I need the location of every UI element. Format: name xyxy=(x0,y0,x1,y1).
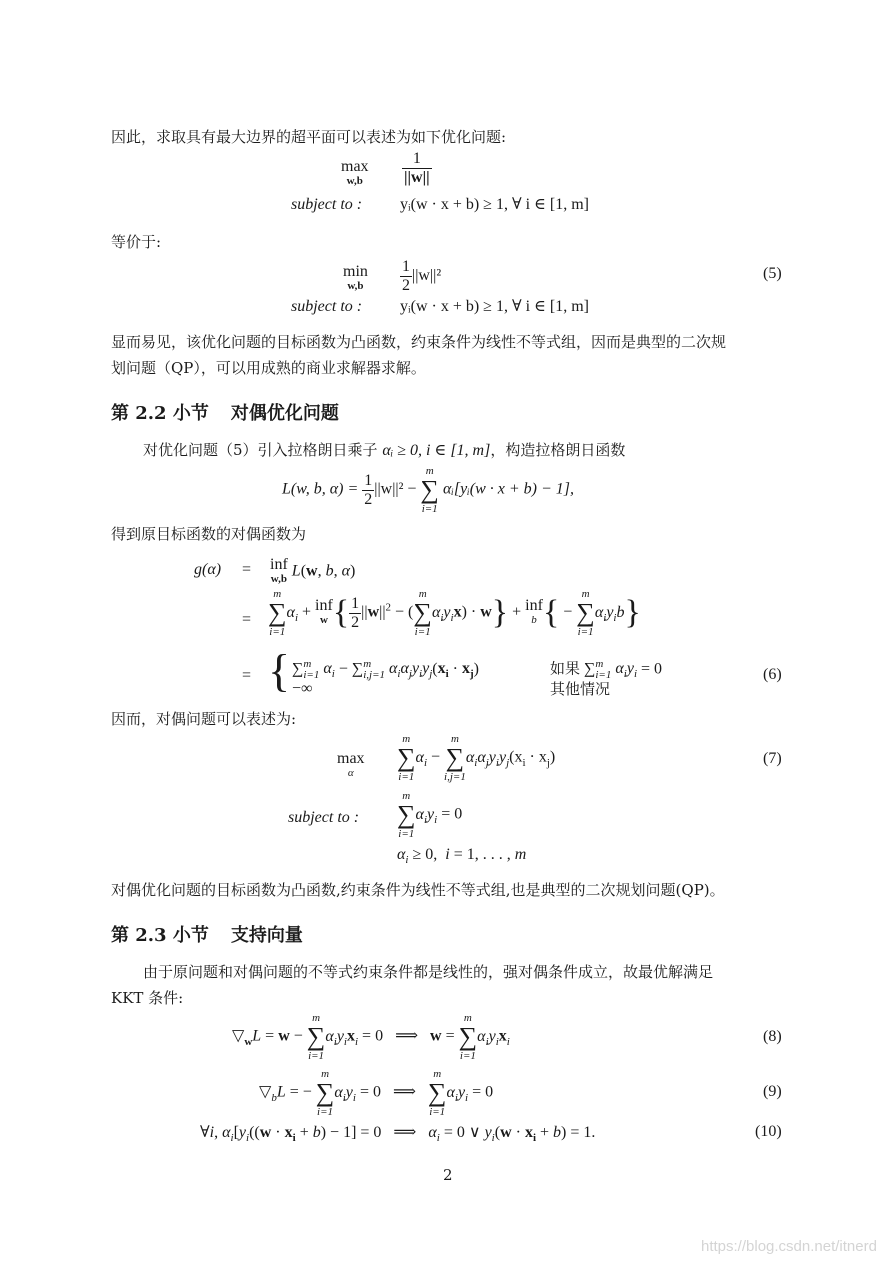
g-alpha: g(α) xyxy=(194,561,222,578)
eq6-line-1: inf w,b L(w, b, α) xyxy=(270,556,356,585)
equals: = xyxy=(242,611,252,628)
kkt-intro-line-2: KKT 条件: xyxy=(111,989,184,1007)
equals: = xyxy=(242,561,252,578)
conclusion-line-2: 划问题（QP），可以用成熟的商业求解器求解。 xyxy=(111,359,426,377)
equation-8: $▽_wL = w$ − m ∑ i=1 $\alpha_iy_ix_i = 0$ ⟹ w = m ∑ i=1 $\alpha_iy_ix_i$ xyxy=(232,1012,510,1062)
max-operator: max w,b xyxy=(341,158,369,187)
eq7-constraint-1: m ∑ i=1 $\alpha_iy_i = 0$ xyxy=(397,790,463,840)
case-1-expression: ∑$^m_{i=1}$ $\alpha_i - \sum^m_{i,j=1}$ $\alpha_i\alpha_jy_iy_j(x_i \cdot x_j)$ xyxy=(292,658,479,681)
equation-number-7: (7) xyxy=(763,750,782,767)
lagrangian-equation: L(w, b, α) = $\frac{1}{2}$ ||w||² − m ∑ i=1 αᵢ[yᵢ(w · x + b) − 1], xyxy=(282,465,575,515)
equivalent-text: 等价于: xyxy=(111,233,162,251)
equation-number-8: (8) xyxy=(763,1028,782,1045)
conclusion-line-1: 显而易见，该优化问题的目标函数为凸函数，约束条件为线性不等式组，因而是典型的二次规 xyxy=(111,333,727,351)
equation-number-10: (10) xyxy=(755,1123,782,1140)
subject-to-label: subject to : xyxy=(288,809,360,826)
watermark-link[interactable]: https://blog.csdn.net/itnerd xyxy=(701,1238,877,1255)
eq7-constraint-2: $\alpha_i \ge 0$, i = 1, . . . , m xyxy=(397,846,527,867)
kkt-intro-line-1: 由于原问题和对偶问题的不等式约束条件都是线性的，强对偶条件成立，故最优解满足 xyxy=(143,963,714,981)
primal-constraint: yᵢ(w · x + b) ≥ 1, ∀ i ∈ [1, m] xyxy=(400,196,590,213)
max-alpha-operator: max α xyxy=(337,750,365,779)
section-heading-2-3: 第 2.3 小节 支持向量 xyxy=(111,925,303,946)
page-number: 2 xyxy=(443,1166,453,1184)
lagrange-intro: 对优化问题（5）引入拉格朗日乘子 αᵢ ≥ 0, i ∈ [1, m]，构造拉格朗日函数 xyxy=(143,441,626,459)
subject-to-label: subject to : xyxy=(291,298,363,315)
section-heading-2-2: 第 2.2 小节 对偶优化问题 xyxy=(111,403,339,424)
equals: = xyxy=(242,667,252,684)
case-1-condition: 如果 ∑$^m_{i=1}$ $\alpha_iy_i = 0$ xyxy=(550,658,663,681)
primal-objective: $\frac{1}{||w||}$ xyxy=(404,150,430,186)
eq7-objective: m ∑ i=1 $\alpha_i$ − m ∑ i,j=1 $\alpha_i\alpha_jy_iy_j(x_i \cdot x_j)$ xyxy=(397,733,556,783)
min-operator: min w,b xyxy=(343,263,368,292)
eq6-line-2: m ∑ i=1 $\alpha_i$ + inf w { $\frac{1}{2}$ $||w||^2$ − ( m ∑ i=1 $\alpha_iy_ix) \cdot w$} + inf b { − m ∑ i=1 $\alpha_iy_ib$} xyxy=(268,588,641,638)
case-2-condition: 其他情况 xyxy=(550,680,611,698)
subject-to-label: subject to : xyxy=(291,196,363,213)
cases-brace: { xyxy=(268,645,291,696)
equation-10: ∀i, $\alpha_i[y_i((w \cdot x_i + b) - 1] = 0$ ⟹ $\alpha_i = 0$ ∨ $y_i(w \cdot x_i + b) = 1$. xyxy=(200,1124,596,1145)
equation-number-9: (9) xyxy=(763,1083,782,1100)
eq5-constraint: yᵢ(w · x + b) ≥ 1, ∀ i ∈ [1, m] xyxy=(400,298,590,315)
equation-number-5: (5) xyxy=(763,265,782,282)
eq5-objective: $\frac{1}{2}$ ||w||² xyxy=(402,258,442,294)
dual-function-intro: 得到原目标函数的对偶函数为 xyxy=(111,525,307,543)
case-2-expression: −∞ xyxy=(292,680,313,697)
dual-problem-intro: 因而，对偶问题可以表述为: xyxy=(111,710,297,728)
equation-9: $▽_bL$ = − m ∑ i=1 $\alpha_iy_i = 0$ ⟹ m ∑ i=1 $\alpha_iy_i = 0$ xyxy=(259,1068,494,1118)
equation-number-6: (6) xyxy=(763,666,782,683)
dual-conclusion: 对偶优化问题的目标函数为凸函数,约束条件为线性不等式组,也是典型的二次规划问题(QP)。 xyxy=(111,881,725,899)
intro-text: 因此，求取具有最大边界的超平面可以表述为如下优化问题: xyxy=(111,128,507,146)
